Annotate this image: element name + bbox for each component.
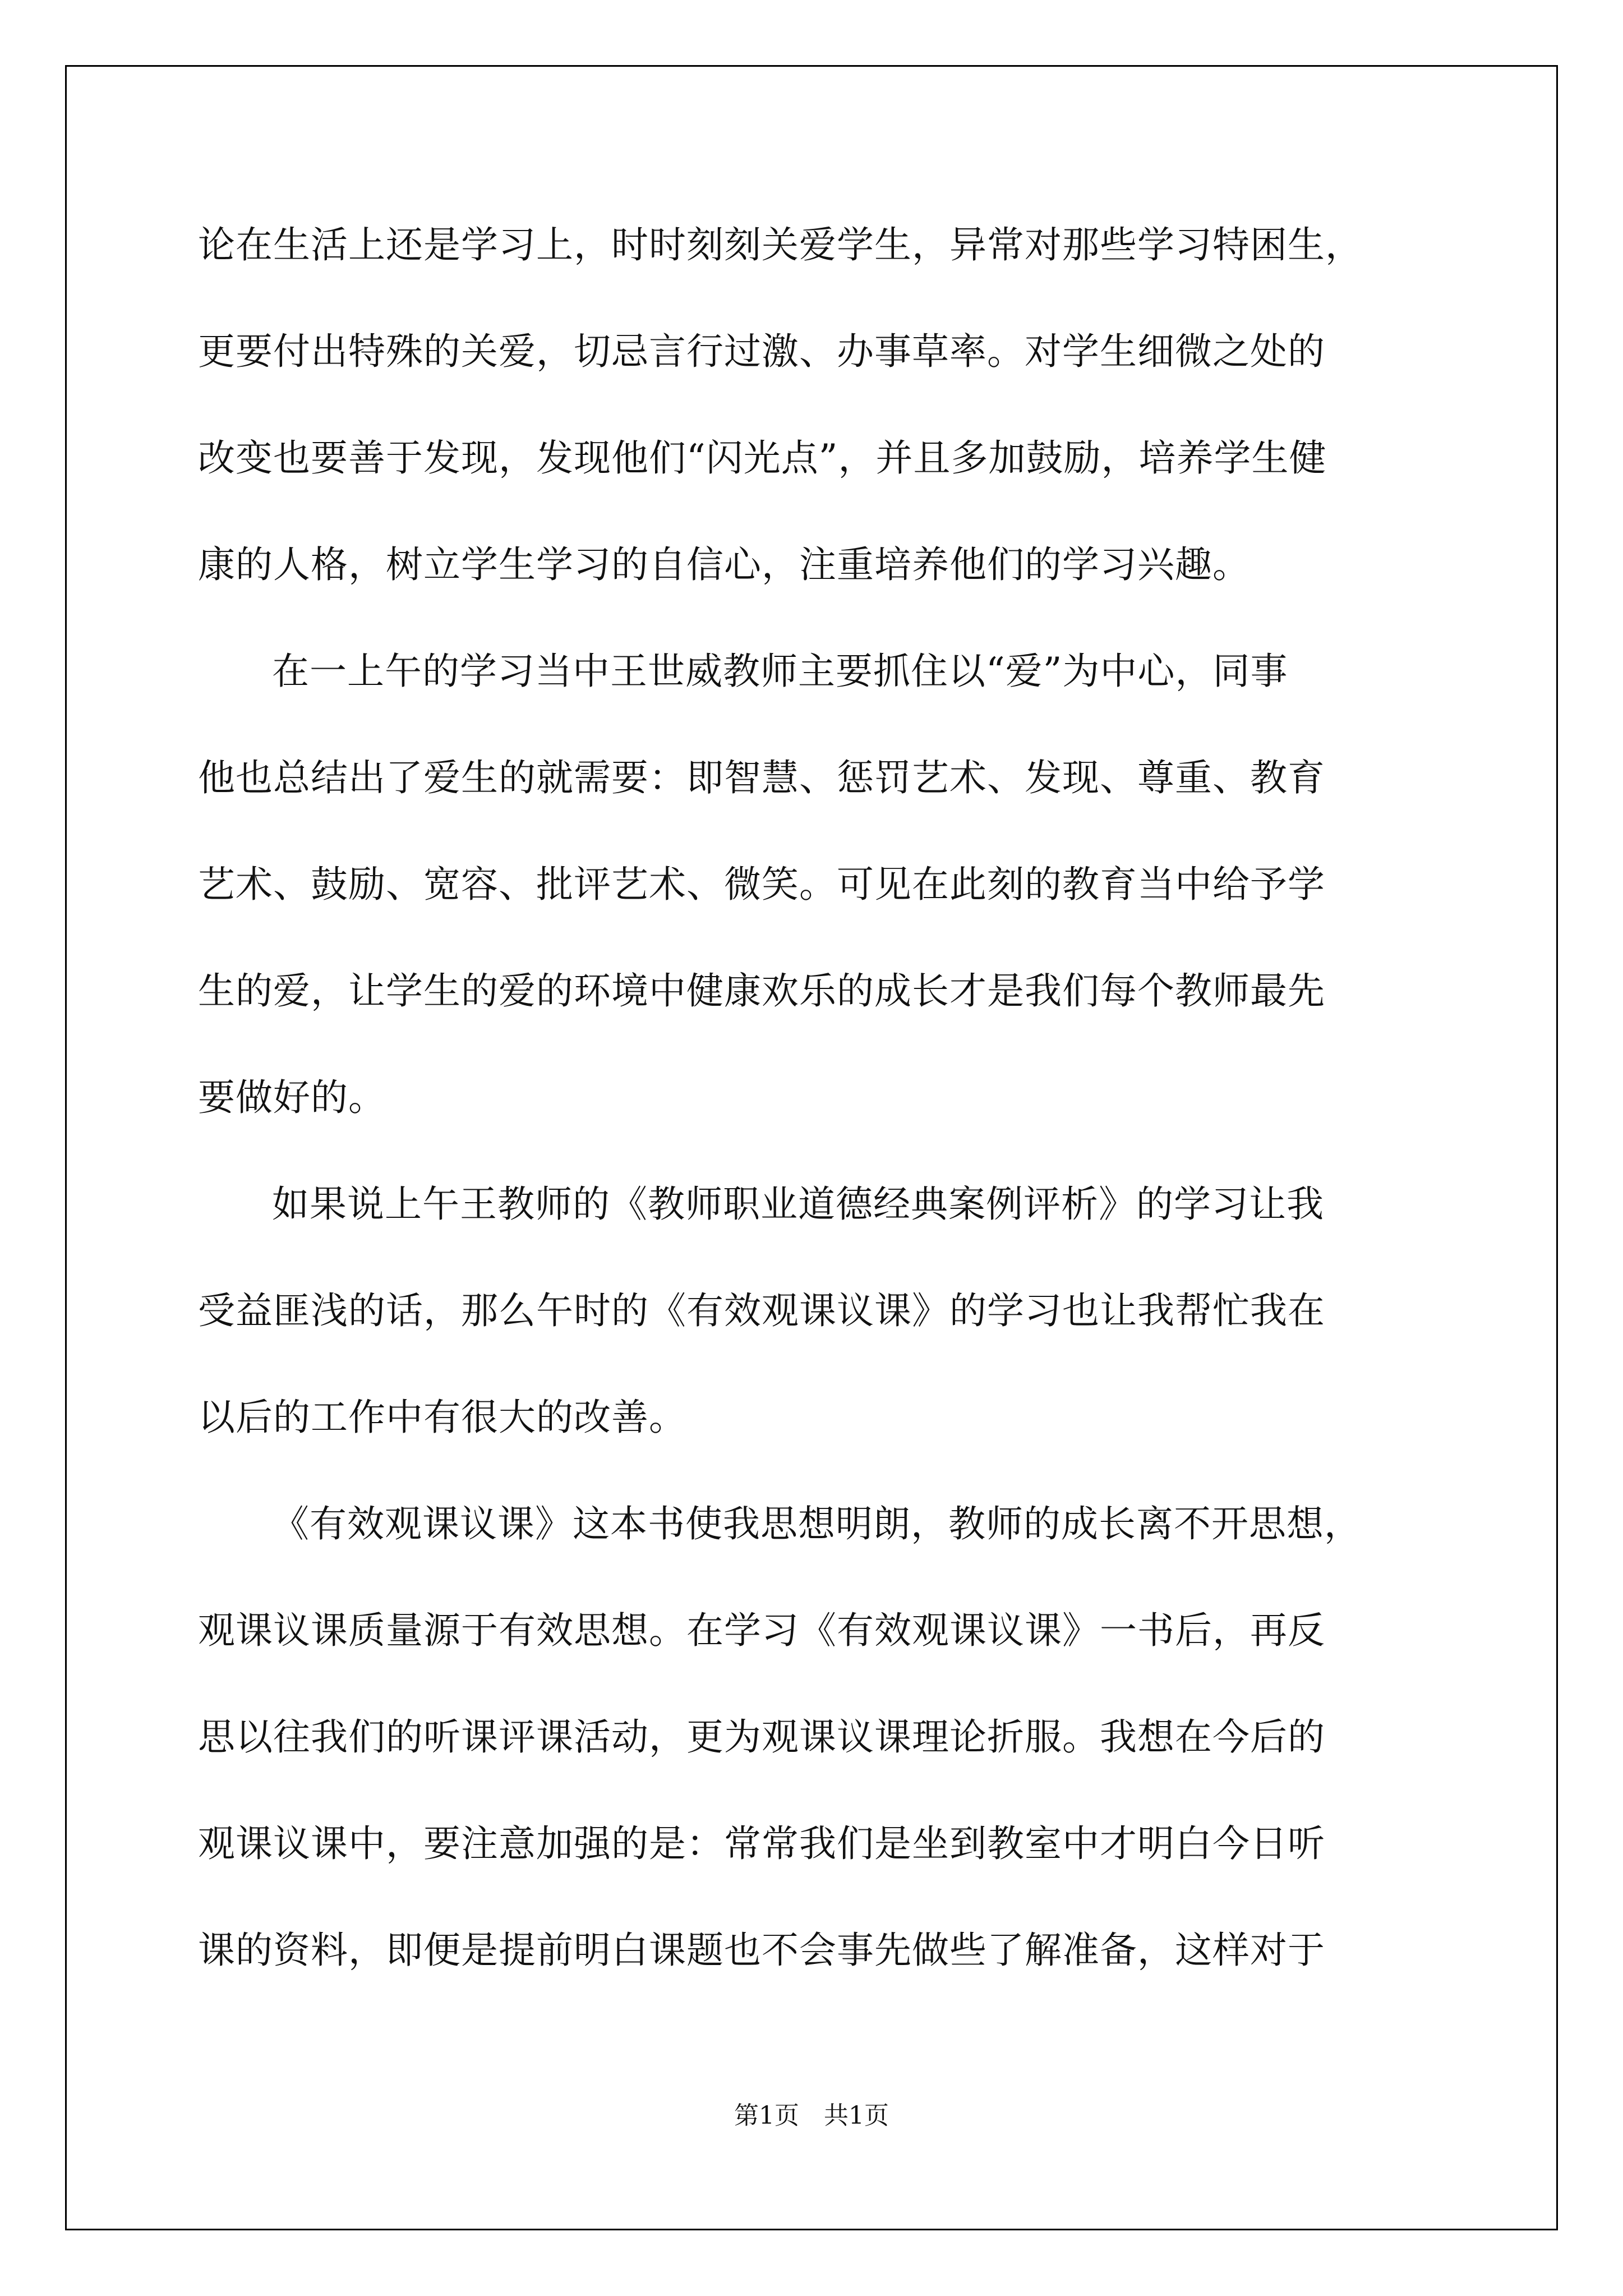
- text-line: 康的人格，树立学生学习的自信心，注重培养他们的学习兴趣。: [198, 543, 1250, 586]
- paragraph-2: [198, 618, 1432, 1151]
- text-line: 生的爱，让学生的爱的环境中健康欢乐的成长才是我们每个教师最先: [198, 969, 1325, 1013]
- document-body: [198, 192, 1432, 2004]
- paragraph-3: [198, 1151, 1432, 1471]
- paragraph-1: [198, 192, 1432, 618]
- text-line: 他也总结出了爱生的就需要：即智慧、惩罚艺术、发现、尊重、教育: [198, 756, 1325, 799]
- text-line: 以后的工作中有很大的改善。: [198, 1396, 686, 1439]
- text-line-first: 如果说上午王教师的《教师职业道德经典案例评析》的学习让我: [272, 1182, 1324, 1226]
- text-line: 受益匪浅的话，那么午时的《有效观课议课》的学习也让我帮忙我在: [198, 1289, 1325, 1332]
- text-line: 要做好的。: [198, 1076, 386, 1119]
- text-line: 论在生活上还是学习上，时时刻刻关爱学生，异常对那些学习特困生，: [198, 223, 1363, 266]
- text-line: 观课议课质量源于有效思想。在学习《有效观课议课》一书后，再反: [198, 1609, 1325, 1652]
- text-line: 更要付出特殊的关爱，切忌言行过激、办事草率。对学生细微之处的: [198, 330, 1325, 373]
- paragraph-4: [198, 1471, 1432, 2004]
- text-line-first: 在一上午的学习当中王世威教师主要抓住以“爱”为中心，同事: [272, 650, 1288, 693]
- text-line: 思以往我们的听课评课活动，更为观课议课理论折服。我想在今后的: [198, 1715, 1325, 1759]
- text-line: 改变也要善于发现，发现他们“闪光点”，并且多加鼓励，培养学生健: [198, 436, 1327, 480]
- text-line: 艺术、鼓励、宽容、批评艺术、微笑。可见在此刻的教育当中给予学: [198, 863, 1325, 906]
- text-line-first: 《有效观课议课》这本书使我思想明朗，教师的成长离不开思想，: [272, 1502, 1362, 1545]
- text-line: 课的资料，即便是提前明白课题也不会事先做些了解准备，这样对于: [198, 1929, 1325, 1972]
- page-number-footer: 第1页 共1页: [734, 2101, 889, 2130]
- text-line: 观课议课中，要注意加强的是：常常我们是坐到教室中才明白今日听: [198, 1822, 1325, 1865]
